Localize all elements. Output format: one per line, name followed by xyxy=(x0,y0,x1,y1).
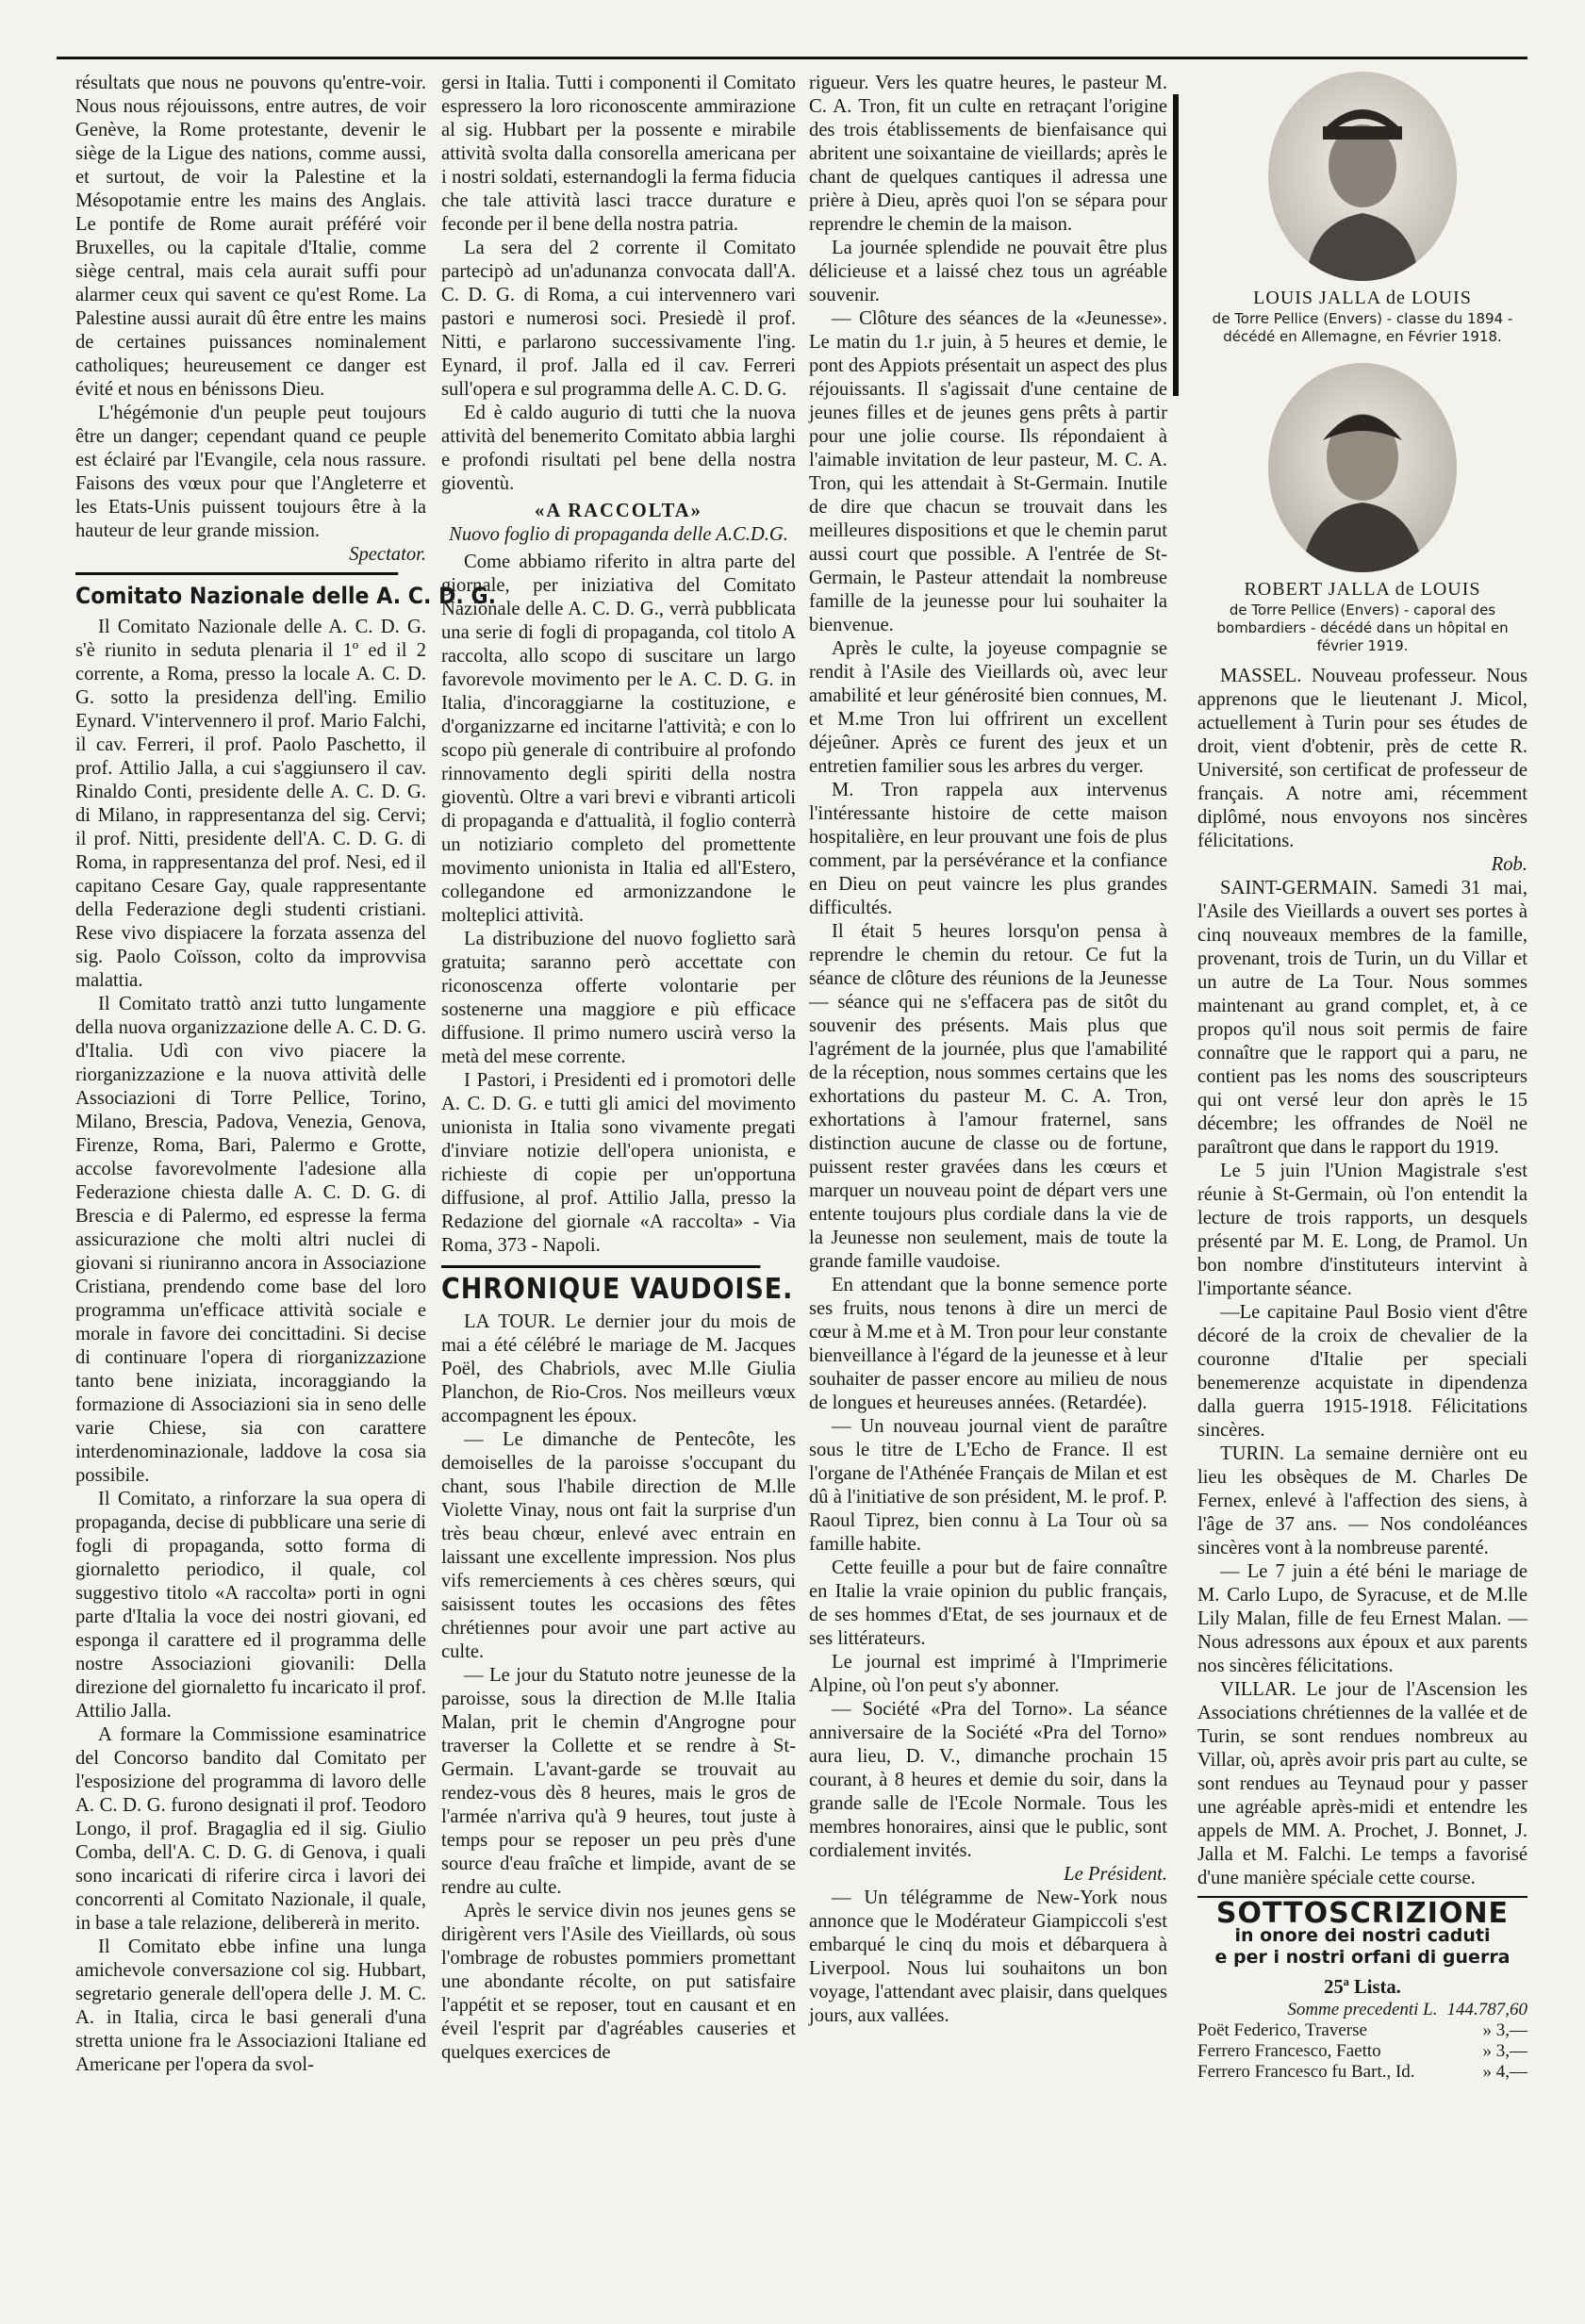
subscription-ledger xyxy=(1197,2000,1527,2083)
article-paragraph: LA TOUR. Le dernier jour du mois de mai a été célébré le mariage de M. Jacques Poël, des Chabriols, avec M.lle Giulia Planchon, de Rio-Cros. Nos meilleurs vœux accompagnent les époux. xyxy=(441,1311,796,1426)
newspaper-page xyxy=(57,57,1527,2253)
article-paragraph: Come abbiamo riferito in altra parte del giornale, per iniziativa del Comitato Nazionale delle A. C. D. G., verrà pubblicata una serie di fogli di propaganda, col titolo A raccolta, allo scopo di suscitare un largo favorevole movimento per le A. C. D. G. in Italia, d'incoraggiarne la costituzione, e d'organizzarne ed incitarne l'attività; e con lo scopo più generale di contribuire al profondo rinnovamento degli spiriti della nostra gioventù. Oltre a vari brevi e vibranti articoli di propaganda e d'attualità, il foglio conterrà un notiziario completo del promettente movimento unionista in Italia ed all'Estero, collegandone ed armonizzandone le molteplici attività. xyxy=(441,552,796,926)
article-paragraph: — Un nouveau journal vient de paraître sous le titre de L'Echo de France. Il est l'organe de l'Athénée Français de Milan et est dû à l'initiative de son président, M. le prof. P. Raoul Tiprez, bien connu à La Tour où sa famille habite. xyxy=(809,1416,1167,1555)
article-paragraph: SAINT-GERMAIN. Samedi 31 mai, l'Asile des Vieillards a ouvert ses portes à cinq nouveaux membres de la famille, provenant, trois de Turin, un du Villar et un autre de La Tour. Nous sommes maintenant au grand complet, et, à ce propos qu'il nous soit permis de faire connaître que le rapport qui a paru, ne contient pas les noms des souscripteurs qui ont versé leur don après le 15 décembre; les offrandes de Noël ne paraîtront que dans le rapport du 1919. xyxy=(1197,878,1527,1158)
article-paragraph: TURIN. La semaine dernière ont eu lieu les obsèques de M. Charles De Fernex, enlevé à l'affection des siens, à l'âge de 37 ans. — Nos condoléances sincères vont à la nombreuse parenté. xyxy=(1197,1443,1527,1558)
sottoscrizione-subheading: e per i nostri orfani di guerra xyxy=(1214,1947,1511,1968)
sottoscrizione-heading: SOTTOSCRIZIONE xyxy=(1197,1896,1527,1925)
ledger-row xyxy=(1197,2041,1527,2062)
article-paragraph: — Le 7 juin a été béni le mariage de M. Carlo Lupo, de Syracuse, et de M.lle Lily Malan, fille de feu Ernest Malan. — Nous adressons aux époux et aux parents nos sincères félicitations. xyxy=(1197,1561,1527,1676)
article-paragraph: Après le service divin nos jeunes gens se dirigèrent vers l'Asile des Vieillards, où sous l'ombrage de robustes pommiers promettant une abondante récolte, on put satisfaire l'appétit et se reposer, tout en causant et en éveil l'esprit par d'agréables causeries et quelques exercices de xyxy=(441,1901,796,2063)
ledger-donor: Poët Federico, Traverse xyxy=(1197,2020,1367,2040)
column-divider xyxy=(1173,94,1179,396)
article-paragraph: Ed è caldo augurio di tutti che la nuova attività del benemerito Comitato abbia larghi e profondi risultati pel bene della nostra gioventù. xyxy=(441,403,796,494)
column-1 xyxy=(75,72,496,2077)
portrait-caption-details: de Torre Pellice (Envers) - classe du 1894 - décédé en Allemagne, en Février 1918. xyxy=(1212,310,1513,345)
article-paragraph: Le journal est imprimé à l'Imprimerie Alpine, où l'on peut s'y abonner. xyxy=(809,1652,1167,1696)
raccolta-heading: «A RACCOLTA» xyxy=(535,501,702,521)
header-rule xyxy=(57,57,1527,59)
portrait-photo-louis xyxy=(1268,72,1457,281)
article-paragraph: M. Tron rappela aux intervenus l'intéressante histoire de cette maison hospitalière, en leur prouvant une fois de plus comment, par la persévérance et la confiance en Dieu on peut vaincre les plus grandes difficultés. xyxy=(809,780,1167,918)
article-paragraph: Il Comitato ebbe infine una lunga amichevole conversazione col sig. Hubbart, segretario generale dell'opera delle J. M. C. A. in Italia, circa le basi generali d'una stretta unione fra le Associazioni Italiane ed Americane per l'opera da svol- xyxy=(75,1937,426,2075)
article-signature: Spectator. xyxy=(349,544,426,565)
article-paragraph: gersi in Italia. Tutti i componenti il Comitato espressero la loro riconoscente ammirazione al sig. Hubbart per la possente e mirabile attività svolta dalla consorella americana per i nostri soldati, esternandogli la ferma fiducia che tale attività lasci tracce durature e feconde per il bene della nostra patria. xyxy=(441,73,796,235)
ledger-row xyxy=(1197,2020,1527,2041)
article-paragraph: — Le jour du Statuto notre jeunesse de la paroisse, sous la direction de M.lle Italia Malan, prit le chemin d'Angrogne pour traverser la Collette et se rendre à St-Germain. L'avant-garde se trouvait au rendez-vous dès 8 heures, mais le gros de l'armée n'arriva qu'à 9 heures, tout juste à temps pour se reposer un peu près d'une source d'eau fraîche et limpide, avant de se rendre au culte. xyxy=(441,1665,796,1898)
ledger-amount: » 3,— xyxy=(1482,2020,1527,2040)
ledger-donor: Ferrero Francesco, Faetto xyxy=(1197,2041,1381,2061)
raccolta-subheading: Nuovo foglio di propaganda delle A.C.D.G. xyxy=(449,524,788,545)
lista-number: 25ª Lista. xyxy=(1324,1977,1401,1998)
article-paragraph: — Société «Pra del Torno». La séance anniversaire de la Société «Pra del Torno» aura lieu, D. V., dimanche prochain 15 courant, à 8 heures et demie du soir, dans la grande salle de l'Ecole Normale. Tous les membres honoraires, ainsi que le public, sont cordialement invités. xyxy=(809,1699,1167,1861)
ledger-amount: » 4,— xyxy=(1482,2062,1527,2082)
column-3 xyxy=(809,72,1167,2028)
article-paragraph: Il Comitato Nazionale delle A. C. D. G. s'è riunito in seduta plenaria il 1º ed il 2 corrente, a Roma, presso la locale A. C. D. G. sotto la presidenza dell'ing. Emilio Eynard. V'intervennero il prof. Mario Falchi, il cav. Ferreri, il prof. Paolo Paschetto, il prof. Attilio Jalla, a cui s'aggiunsero il cav. Rinaldo Conti, presidente delle A. C. D. G. di Milano, in rappresentanza del sig. Cervi; il prof. Nitti, presidente dell'A. C. D. G. di Roma, in rappresentanza del prof. Nesi, ed il capitano Cesare Gay, quale rappresentante della Federazione degli studenti cristiani. Rese vivo dispiacere la forzata assenza del sig. Paolo Coïsson, colto da improvvisa malattia. xyxy=(75,617,426,991)
ledger-previous-amount: 144.787,60 xyxy=(1446,2000,1527,2019)
article-paragraph: Cette feuille a pour but de faire connaître en Italie la vraie opinion du public français, de ses hommes d'Etat, de ses journaux et de ses littérateurs. xyxy=(809,1558,1167,1649)
article-paragraph: En attendant que la bonne semence porte ses fruits, nous tenons à dire un merci de cœur à M.me et à M. Tron pour leur constante bienveillance à l'égard de la jeunesse et à leur souhaiter de passer encore au milieu de nous de longues et heureuses années. (Retardée). xyxy=(809,1275,1167,1413)
portrait-photo-robert xyxy=(1268,363,1457,572)
article-paragraph: — Le dimanche de Pentecôte, les demoiselles de la paroisse s'occupant du chant, sous l'habile direction de M.lle Violette Vinay, nous ont fait la surprise d'un très beau chœur, enlevé avec entrain en laissant une excellente impression. Nos plus vifs remerciements à ces chères sœurs, qui saisissent toutes les occasions des fêtes chrétiennes pour avoir une part active au culte. xyxy=(441,1429,796,1662)
ledger-row xyxy=(1197,2062,1527,2083)
article-paragraph: — Un télégramme de New-York nous annonce que le Modérateur Giampiccoli s'est embarqué le cinq du mois et débarquera à Liverpool. Nous lui souhaitons un bon voyage, l'attendant avec plaisir, dans quelques jours, aux vallées. xyxy=(809,1887,1167,2026)
article-paragraph: —Le capitaine Paul Bosio vient d'être décoré de la croix de chevalier de la couronne d'Italie per speciali benemerenze acquistate in dipendenza dalla guerra 1915-1918. Félicitations sincères. xyxy=(1197,1302,1527,1441)
article-paragraph: rigueur. Vers les quatre heures, le pasteur M. C. A. Tron, fit un culte en retraçant l'origine des trois établissements de bienfaisance qui abritent une soixantaine de vieillards; après le chant de quelques cantiques il adressa une prière à Dieu, après quoi l'on se sépara pour reprendre le chemin de la maison. xyxy=(809,73,1167,235)
ledger-donor: Ferrero Francesco fu Bart., Id. xyxy=(1197,2062,1415,2082)
article-paragraph: La sera del 2 corrente il Comitato partecipò ad un'adunanza convocata dall'A. C. D. G. di Roma, a cui intervennero vari pastori e numerosi soci. Presiedè il prof. Nitti, e parlarono successivamente l'ing. Eynard, il prof. Jalla ed il cav. Ferreri sull'opera e sul programma delle A. C. D. G. xyxy=(441,238,796,400)
section-heading-comitato: Comitato Nazionale delle A. C. D. G. xyxy=(75,572,398,608)
column-4 xyxy=(1197,72,1527,2083)
article-paragraph: Le 5 juin l'Union Magistrale s'est réunie à St-Germain, où l'on entendit la lecture de trois rapports, un desquels présenté par M. E. Long, de Pramol. Un bon nombre d'instituteurs intervint à l'importante séance. xyxy=(1197,1161,1527,1299)
article-paragraph: L'hégémonie d'un peuple peut toujours être un danger; cependant quand ce peuple est éclairé par l'Evangile, cela nous rassure. Faisons des vœux pour que l'Angleterre et les Etats-Unis puissent toujours être à la hauteur de leur grande mission. xyxy=(75,403,426,541)
article-paragraph: Il était 5 heures lorsqu'on pensa à reprendre le chemin du retour. Ce fut la séance de clôture des réunions de la Jeunesse — séance qui ne s'effacera pas de sitôt du souvenir des présents. Mais plus que l'agrément de la journée, plus que l'amabilité de la réception, nous sommes certains que les exhortations du pasteur M. C. A. Tron, exhortations à l'amour fraternel, sans distinction aucune de classe ou de fortune, puissent rester gravées dans les cœurs et marquer un nouveau point de départ vers une entente toujours plus cordiale dans la vie de la Jeunesse non seulement, mais de toute la grande famille vaudoise. xyxy=(809,921,1167,1272)
column-2 xyxy=(441,72,796,2065)
portrait-caption-details: de Torre Pellice (Envers) - caporal des bombardiers - décédé dans un hôpital en février 1919. xyxy=(1216,602,1509,654)
article-paragraph: A formare la Commissione esaminatrice del Concorso bandito dal Comitato per l'esposizione del programma di lavoro delle A. C. D. G. furono designati il prof. Teodoro Longo, il prof. Bragaglia ed il sig. Giulio Comba, dell'A. C. D. G. di Genova, i quali sono incaricati di riferire circa i lavori dei concorrenti al Comitato Nazionale, il quale, in base a tale relazione, delibererà in merito. xyxy=(75,1724,426,1934)
article-signature: Rob. xyxy=(1491,854,1527,875)
article-signature: Le Président. xyxy=(1064,1864,1167,1885)
ledger-amount: » 3,— xyxy=(1482,2041,1527,2061)
sottoscrizione-subheading: in onore dei nostri caduti xyxy=(1234,1925,1491,1946)
article-paragraph: MASSEL. Nouveau professeur. Nous apprenons que le lieutenant J. Micol, actuellement à Turin pour ses études de droit, vient d'obtenir, près de cette R. Université, son certificat de professeur de français. A notre ami, récemment diplômé, nous envoyons nos sincères félicitations. xyxy=(1197,666,1527,851)
article-paragraph: résultats que nous ne pouvons qu'entre-voir. Nous nous réjouissons, entre autres, de voir Genève, la Rome protestante, devenir le siège de la Ligue des nations, comme aussi, et surtout, de voir la Palestine et la Mésopotamie entre les mains des Anglais. Le pontife de Rome aurait préféré voir Bruxelles, ou la capitale d'Italie, comme siège central, mais cela aurait suffi pour alarmer ceux qui savent ce qu'est Rome. La Palestine aussi aurait dû être entre les mains de certaines puissances nominalement catholiques; heureusement ce danger est évité et nous en bénissons Dieu. xyxy=(75,73,426,400)
article-paragraph: VILLAR. Le jour de l'Ascension les Associations chrétiennes de la vallée et de Turin, se sont rendues nombreux au Villar, où, après avoir pris part au culte, se sont rendues au Teynaud pour y passer une agréable après-midi et entendre les appels de MM. A. Prochet, J. Bonnet, J. Jalla et M. Falchi. Le temps a favorisé d'une manière spéciale cette course. xyxy=(1197,1679,1527,1888)
article-paragraph: La distribuzione del nuovo foglietto sarà gratuita; saranno però accettate con riconoscenza offerte volontarie per sostenerne una maggiore e più efficace diffusione. Il primo numero uscirà verso la metà del mese corrente. xyxy=(441,929,796,1067)
article-paragraph: Après le culte, la joyeuse compagnie se rendit à l'Asile des Vieillards où, avec leur amabilité et leur générosité bien connues, M. et M.me Tron lui offrirent un excellent déjeûner. Après ce furent des jeux et un entretien familier sous les arbres du verger. xyxy=(809,638,1167,777)
article-paragraph: — Clôture des séances de la «Jeunesse». Le matin du 1.r juin, à 5 heures et demie, le pont des Appiots présentait un aspect des plus réjouissants. Il s'agissait d'une centaine de jeunes filles et de jeunes gens prêts à partir pour une jolie course. Ils répondaient à l'aimable invitation de leur pasteur, M. C. A. Tron, qui les attendait à St-Germain. Inutile de dire que chacun se trouvait dans les meilleures dispositions et que le chemin parut aussi court que possible. A l'entrée de St-Germain, le Pasteur attendait la nombreuse famille de la jeunesse pour lui souhaiter la bienvenue. xyxy=(809,308,1167,635)
portrait-caption-name: ROBERT JALLA de LOUIS xyxy=(1244,579,1481,600)
ledger-previous-total xyxy=(1197,2000,1527,2020)
ledger-previous-label: Somme precedenti L. xyxy=(1287,2000,1438,2019)
portrait-caption-name: LOUIS JALLA de LOUIS xyxy=(1253,288,1472,308)
article-paragraph: I Pastori, i Presidenti ed i promotori delle A. C. D. G. e tutti gli amici del movimento unionista in Italia sono vivamente pregati d'inviare notizie dell'opera unionista, e richieste di copie per un'opportuna diffusione, al prof. Attilio Jalla, presso la Redazione del giornale «A raccolta» - Via Roma, 373 - Napoli. xyxy=(441,1070,796,1256)
article-paragraph: Il Comitato, a rinforzare la sua opera di propaganda, decise di pubblicare una serie di fogli di propaganda, sotto forma di giornaletto periodico, il quale, col suggestivo titolo «A raccolta» porti in ogni parte d'Italia la voce dei nostri giovani, ed esponga il carattere ed il programma delle nostre Associazioni giovanili: Della direzione del giornaletto fu incaricato il prof. Attilio Jalla. xyxy=(75,1489,426,1722)
chronique-heading: CHRONIQUE VAUDOISE. xyxy=(441,1265,760,1301)
article-paragraph: Il Comitato trattò anzi tutto lungamente della nuova organizzazione delle A. C. D. G. d'Italia. Udì con vivo piacere la riorganizzazione e la nuova attività delle Associazioni di Torre Pellice, Torino, Milano, Brescia, Padova, Venezia, Genova, Firenze, Roma, Bari, Palermo e Grotte, accolse favorevolmente l'adesione alla Federazione chiesta dalle A. C. D. G. di Brescia e di Palermo, ed espresse la ferma assicurazione che molti altri nuclei di giovani si riuniranno ancora in Associazione Cristiana, prendendo come base del loro programma un'efficace attività sociale e morale in favore dei concittadini. Si decise di continuare l'opera di riorganizzazione tanto bene iniziata, incoraggiando la formazione di Associazioni sia in seno delle varie Chiese, sia con carattere interdenominazionale, laddove la cosa sia possibile. xyxy=(75,994,426,1486)
article-paragraph: La journée splendide ne pouvait être plus délicieuse et a laissé chez tous un agréable souvenir. xyxy=(809,238,1167,305)
